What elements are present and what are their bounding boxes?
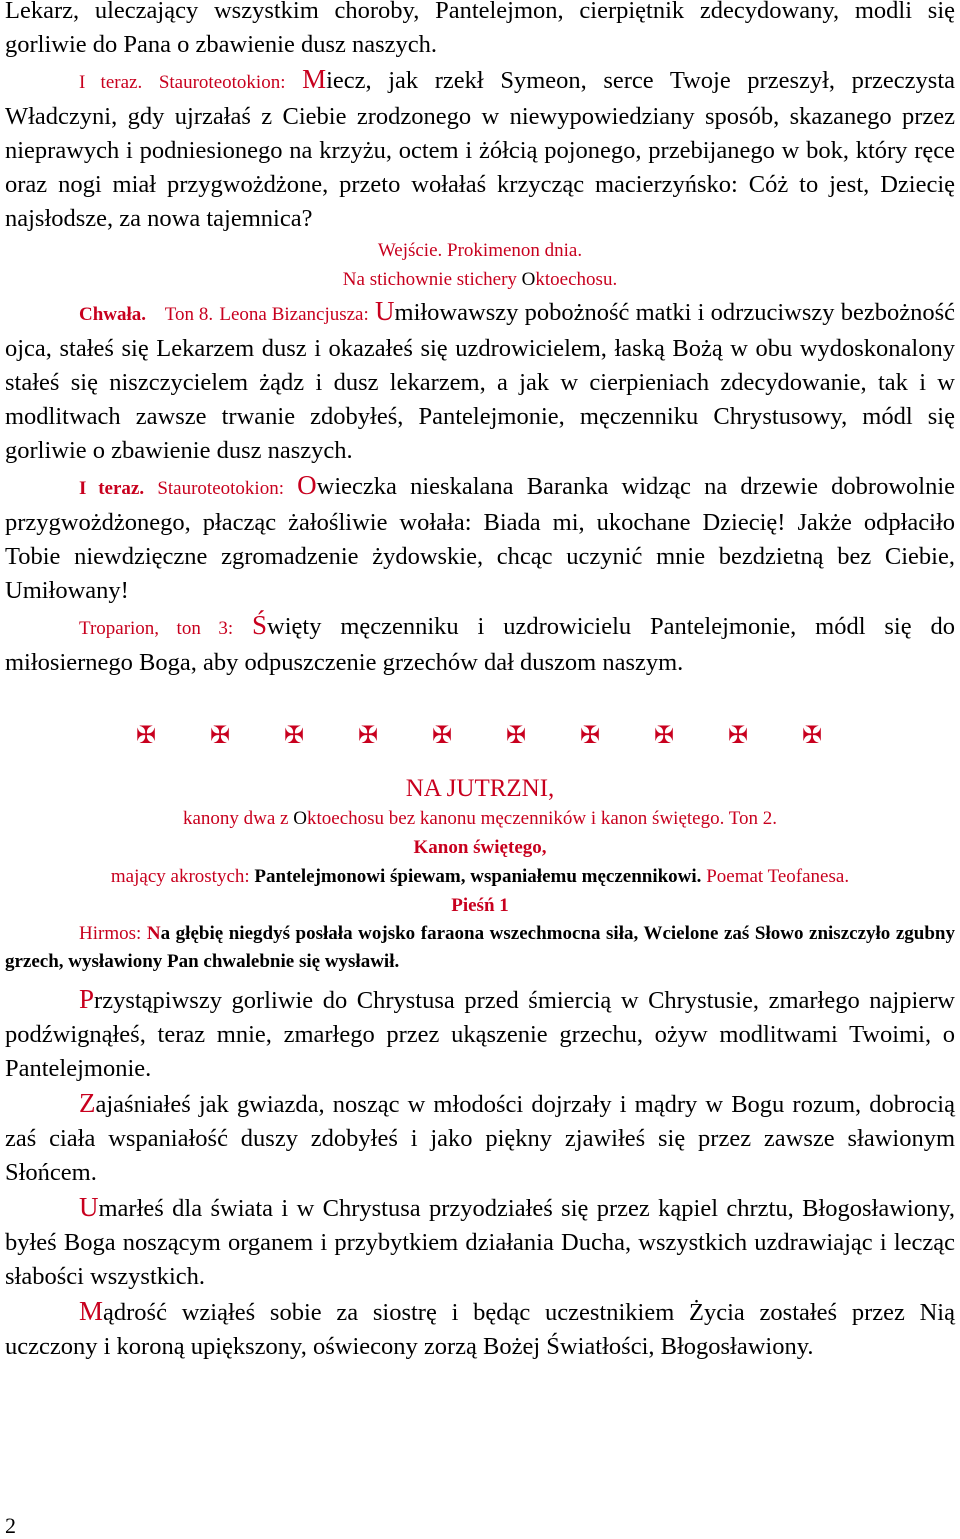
hirmos-rubric: Hirmos: xyxy=(79,923,147,944)
troparion-3 xyxy=(5,1190,955,1294)
cross-icon: ✠ xyxy=(654,723,675,749)
label-chwala: Chwała. xyxy=(79,304,147,325)
akrostych-red-a: mający akrostych: xyxy=(110,866,255,887)
label-i-teraz: I teraz. xyxy=(79,478,145,499)
kanon-title-text: Kanon świętego, xyxy=(413,837,547,858)
page-content xyxy=(5,0,955,1364)
cross-icon: ✠ xyxy=(802,723,823,749)
rubric-stichery-black: O xyxy=(521,269,536,290)
paragraph-chwala xyxy=(5,294,955,468)
initial-letter: M xyxy=(302,64,327,94)
troparion-text: ądrość wziąłeś sobie za siostrę i będąc uczestnikiem Życia zostałeś przez Nią uczczony i koroną upiększony, oświecony zorzą Bożej Światłości, Błogosławiony. xyxy=(5,1299,955,1360)
troparion-2 xyxy=(5,1086,955,1190)
hirmos-text: a głębię niegdyś posłała wojsko faraona wszechmocna siła, Wcielone zaś Słowo zniszczyło zgubny grzech, wysławiony Pan chwalebnie się wysławił. xyxy=(5,923,955,972)
cross-icon: ✠ xyxy=(506,723,527,749)
rubric-troparion: Troparion, ton 3: xyxy=(79,618,234,639)
rubric-stauroteotokion: Stauroteotokion: xyxy=(158,72,286,93)
kanony-black-letter: O xyxy=(293,808,307,829)
rubric-stichery xyxy=(5,265,955,294)
paragraph-text: wieczka nieskalana Baranka widząc na drzewie dobrowolnie przygwożdżonego, płacząc żałośliwie wołała: Biada mi, ukochane Dziecię! Jakże odpłaciło Tobie niewdzięczne zgromadzenie żydowskie, chcąc uczynić mnie bezdzietną bez Ciebie, Umiłowany! xyxy=(5,473,956,604)
cross-icon: ✠ xyxy=(580,723,601,749)
hirmos-initial: N xyxy=(146,923,161,944)
initial-letter: M xyxy=(79,1296,104,1326)
rubric-stauroteotokion: Stauroteotokion: xyxy=(157,478,284,499)
paragraph-1 xyxy=(5,0,955,62)
hirmos-paragraph xyxy=(5,920,955,976)
rubric-leona: Leona Bizancjusza: xyxy=(219,304,369,325)
kanony-red-a: kanony dwa z xyxy=(182,808,294,829)
paragraph-troparion xyxy=(5,608,955,680)
akrostych-red-b: Poemat Teofanesa. xyxy=(701,866,850,887)
rubric-wejscie-text: Wejście. Prokimenon dnia. xyxy=(377,240,583,261)
page-number: 2 xyxy=(5,1513,16,1538)
troparion-4 xyxy=(5,1294,955,1364)
troparion-1 xyxy=(5,982,955,1086)
kanony-red-b: ktoechosu bez kanonu męczenników i kanon świętego. Ton 2. xyxy=(306,808,778,829)
cross-icon: ✠ xyxy=(728,723,749,749)
initial-letter: Z xyxy=(79,1088,96,1118)
cross-icon: ✠ xyxy=(358,723,379,749)
paragraph-1-text: Lekarz, uleczający wszystkim choroby, Pantelejmon, cierpiętnik zdecydowany, modli się gorliwie do Pana o zbawienie dusz naszych. xyxy=(5,0,955,58)
initial-letter: P xyxy=(79,984,95,1014)
kanon-title xyxy=(5,833,955,862)
piesn-heading xyxy=(5,891,955,920)
rubric-stichery-red-rest: ktoechosu. xyxy=(535,269,618,290)
paragraph-stauroteotokion-2 xyxy=(5,468,955,608)
cross-icon: ✠ xyxy=(432,723,453,749)
initial-letter: U xyxy=(375,296,395,326)
kanony-line xyxy=(5,804,955,833)
label-tone: Ton 8. xyxy=(164,304,214,325)
akrostych-bold: Pantelejmonowi śpiewam, wspaniałemu męczennikowi. xyxy=(254,866,702,887)
cross-icon: ✠ xyxy=(210,723,231,749)
initial-letter: U xyxy=(79,1192,99,1222)
initial-letter: O xyxy=(297,470,317,500)
paragraph-text: iecz, jak rzekł Symeon, serce Twoje przeszył, przeczysta Władczyni, gdy ujrzałaś z Ciebie zrodzonego w niewypowiedziany sposób, skazanego przez nieprawych i podniesionego na krzyżu, octem i żółcią pojonego, przebijanego w bok, który ręce oraz nogi miał przygwożdżone, przeto wołałaś krzycząc macierzyńsko: Cóż to jest, Dziecię najsłodsze, za nowa tajemnica? xyxy=(5,67,956,232)
cross-icon: ✠ xyxy=(284,723,305,749)
rubric-wejscie xyxy=(5,236,955,265)
troparion-text: marłeś dla świata i w Chrystusa przyodziałeś się przez kąpiel chrztu, Błogosławiony, byłeś Boga noszącym organem i przybytkiem działania Ducha, wszystkich uzdrawiając i lecząc słabości wszystkich. xyxy=(5,1195,955,1290)
cross-icon: ✠ xyxy=(136,723,157,749)
initial-letter: Ś xyxy=(251,610,268,640)
rubric-stichery-red: Na stichownie stichery xyxy=(342,269,522,290)
troparion-text: rzystąpiwszy gorliwie do Chrystusa przed śmiercią w Chrystusie, zmarłego najpierw podźwignąłeś, teraz mnie, zmarłego przez ukąszenie grzechu, ożyw modlitwami Twoimi, o Pantelejmonie. xyxy=(5,987,955,1082)
paragraph-stauroteotokion-1 xyxy=(5,62,955,236)
section-heading-text: NA JUTRZNI, xyxy=(405,775,555,802)
paragraph-text: miłowawszy pobożność matki i odrzuciwszy bezbożność ojca, stałeś się Lekarzem dusz i okazałeś się uzdrowicielem, łaską Bożą w obu wydoskonalony stałeś się niszczycielem żądz i dusz lekarzem, a jak w cierpieniach zdecydowanie, tak i w modlitwach zawsze trwanie zdobyłeś, Pantelejmonie, męczenniku Chrystusowy, módl się gorliwie o zbawienie dusz naszych. xyxy=(5,299,956,464)
section-heading-jutrzni xyxy=(5,774,955,804)
label-i-teraz: I teraz. xyxy=(79,72,143,93)
akrostych-line xyxy=(5,862,955,891)
piesn-heading-text: Pieśń 1 xyxy=(451,895,509,916)
paragraph-text: więty męczenniku i uzdrowicielu Pantelejmonie, módl się do miłosiernego Boga, aby odpuszczenie grzechów dał duszom naszym. xyxy=(5,613,955,676)
cross-ornament-row xyxy=(5,716,955,756)
troparion-text: ajaśniałeś jak gwiazda, nosząc w młodości dojrzały i mądry w Bogu rozum, dobrocią zaś ciała wspaniałość duszy zdobyłeś i jako piękny zjawiłeś się przez zawsze sławionym Słońcem. xyxy=(5,1091,955,1186)
